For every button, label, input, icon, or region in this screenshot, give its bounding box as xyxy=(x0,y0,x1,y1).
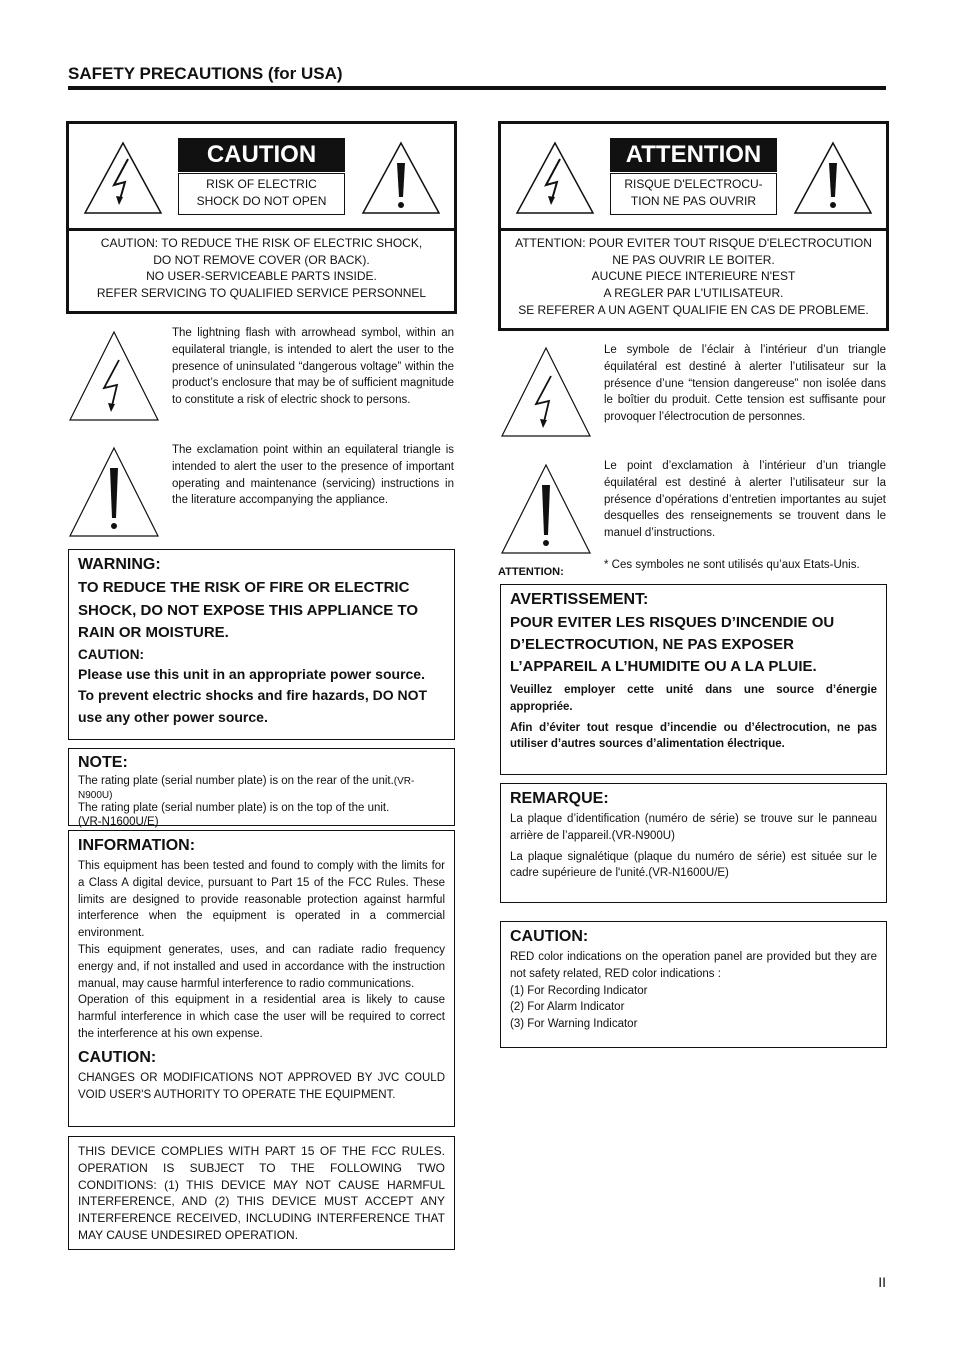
avertissement-heading: AVERTISSEMENT: xyxy=(510,591,649,608)
caution-red-box xyxy=(500,921,887,1048)
avertissement-paragraph: Veuillez employer cette unité dans une source d’énergie appropriée. xyxy=(510,684,877,713)
information-paragraph: This equipment generates, uses, and can radiate radio frequency energy and, if not installed and used in accordance with the instruction manual, may cause harmful interference to radio communications. xyxy=(78,943,445,990)
caution-red-item: (2) For Alarm Indicator xyxy=(510,1001,625,1014)
information-box xyxy=(68,830,455,1127)
attention-label xyxy=(498,121,889,331)
page-title: SAFETY PRECAUTIONS (for USA) xyxy=(68,64,343,83)
attention-sub-line: RISQUE D'ELECTROCU- xyxy=(624,177,763,191)
attention-banner: ATTENTION xyxy=(610,138,777,172)
lightning-explanation-fr: Le symbole de l’éclair à l’intérieur d’un triangle équilatéral est destiné à alerter l’utilisateur sur la présence d’une “tension dangereuse” non isolée dans le boîtier du produit. Cette tension est suffisante pour provoquer l’électrocution de personnes. xyxy=(604,344,886,424)
attention-sub-line: TION NE PAS OUVRIR xyxy=(630,193,757,208)
avertissement-main-text: POUR EVITER LES RISQUES D’INCENDIE OU D’ELECTROCUTION, NE PAS EXPOSER L’APPAREIL A L’HUMIDITE OU A LA PLUIE. xyxy=(510,614,835,675)
title-rule xyxy=(68,86,886,90)
avertissement-paragraph: Afin d’éviter tout resque d’incendie ou d’électrocution, ne pas utiliser d’autres sources d’alimentation électrique. xyxy=(510,721,877,751)
attention-text-line: AUCUNE PIECE INTERIEURE N'EST xyxy=(591,269,796,284)
information-caution-heading: CAUTION: xyxy=(78,1048,157,1066)
page-number: II xyxy=(878,1274,886,1290)
lightning-explanation-en: The lightning flash with arrowhead symbol, within an equilateral triangle, is intended to alert the user to the presence of uninsulated “dangerous voltage” within the product’s enclosure that may be of sufficient magnitude to constitute a risk of electric shock to persons. xyxy=(172,327,454,407)
information-heading: INFORMATION: xyxy=(78,837,196,854)
fcc-box xyxy=(68,1136,455,1250)
caution-red-intro: RED color indications on the operation panel are provided but they are not safety related, RED color indications : xyxy=(510,951,877,980)
caution-red-heading: CAUTION: xyxy=(510,928,589,945)
attention-text-line: NE PAS OUVRIR LE BOITER. xyxy=(612,252,775,267)
caution-text-line: DO NOT REMOVE COVER (OR BACK). xyxy=(153,252,370,267)
warning-box xyxy=(68,549,455,740)
exclamation-explanation-fr: Le point d’exclamation à l’intérieur d’un triangle équilatéral est destiné à alerter l’utilisateur sur la présence d’opérations d’entretien importantes au sujet desquelles des renseignements se trouvent dans le manuel d’instructions. xyxy=(604,460,886,540)
fcc-text: THIS DEVICE COMPLIES WITH PART 15 OF THE FCC RULES. OPERATION IS SUBJECT TO THE FOLLOWING TWO CONDITIONS: (1) THIS DEVICE MAY NOT CAUSE HARMFUL INTERFERENCE, AND (2) THIS DEVICE MUST ACCEPT ANY INTERFERENCE RECEIVED, INCLUDING INTERFERENCE THAT MAY CAUSE UNDESIRED OPERATION. xyxy=(78,1144,445,1242)
attention-caption: ATTENTION: xyxy=(498,566,564,578)
exclamation-explanation-en: The exclamation point within an equilateral triangle is intended to alert the user to the presence of important operating and maintenance (servicing) instructions in the literature accompanying the appliance. xyxy=(172,444,454,507)
caution-banner: CAUTION xyxy=(178,138,345,172)
caution-text-line: REFER SERVICING TO QUALIFIED SERVICE PERSONNEL xyxy=(96,286,427,301)
warning-caution-text: Please use this unit in an appropriate power source. xyxy=(78,665,425,682)
warning-caution-text: To prevent electric shocks and fire hazards, DO NOT use any other power source. xyxy=(78,687,428,725)
symbols-footnote: * Ces symboles ne sont utilisés qu’aux Etats-Unis. xyxy=(604,559,860,571)
lightning-triangle-icon xyxy=(83,141,163,215)
attention-text-line: SE REFERER A UN AGENT QUALIFIE EN CAS DE PROBLEME. xyxy=(518,302,869,317)
exclamation-triangle-icon xyxy=(793,141,873,215)
caution-sub-line: SHOCK DO NOT OPEN xyxy=(196,193,327,208)
information-paragraph: This equipment has been tested and found to comply with the limits for a Class A digital device, pursuant to Part 15 of the FCC Rules. These limits are designed to provide reasonable protection against harmful interference when the equipment is operated in a commercial environment. xyxy=(78,860,445,940)
caution-red-item: (1) For Recording Indicator xyxy=(510,984,648,997)
caution-text-line: CAUTION: TO REDUCE THE RISK OF ELECTRIC SHOCK, xyxy=(100,236,423,250)
lightning-triangle-icon xyxy=(515,141,595,215)
caution-label xyxy=(66,121,457,314)
lightning-symbol-icon xyxy=(68,330,160,422)
warning-main-text: TO REDUCE THE RISK OF FIRE OR ELECTRIC SHOCK, DO NOT EXPOSE THIS APPLIANCE TO RAIN OR MOISTURE. xyxy=(78,579,419,641)
caution-sub-line: RISK OF ELECTRIC xyxy=(206,177,317,191)
exclamation-triangle-icon xyxy=(361,141,441,215)
lightning-symbol-icon xyxy=(500,346,592,438)
attention-sub-box xyxy=(610,173,777,215)
remarque-paragraph: La plaque d’identification (numéro de série) se trouve sur le panneau arrière de l’appareil.(VR-N900U) xyxy=(510,813,877,842)
warning-caution-heading: CAUTION: xyxy=(78,646,144,662)
exclamation-symbol-icon xyxy=(68,446,160,538)
note-line: The rating plate (serial number plate) is on the rear of the unit. xyxy=(78,775,394,787)
note-model: (VR-N900U) xyxy=(78,776,415,801)
note-box xyxy=(68,748,455,826)
caution-sub-box xyxy=(178,173,345,215)
information-paragraph: Operation of this equipment in a residential area is likely to cause harmful interference in which case the user will be required to correct the interference at his own expense. xyxy=(78,994,445,1040)
attention-text-line: ATTENTION: POUR EVITER TOUT RISQUE D'ELECTROCUTION xyxy=(515,236,872,250)
remarque-box xyxy=(500,783,887,903)
attention-text-line: A REGLER PAR L'UTILISATEUR. xyxy=(603,286,784,301)
remarque-paragraph: La plaque signalétique (plaque du numéro de série) est située sur le cadre supérieure de l'unité.(VR-N1600U/E) xyxy=(510,850,877,880)
avertissement-box xyxy=(500,584,887,775)
caution-text-line: NO USER-SERVICEABLE PARTS INSIDE. xyxy=(146,269,377,284)
warning-heading: WARNING: xyxy=(78,556,161,573)
note-line: The rating plate (serial number plate) is on the top of the unit. xyxy=(78,802,390,814)
remarque-heading: REMARQUE: xyxy=(510,790,609,807)
note-heading: NOTE: xyxy=(78,754,128,771)
note-line: (VR-N1600U/E) xyxy=(78,815,159,828)
exclamation-symbol-icon xyxy=(500,463,592,555)
information-caution-text: CHANGES OR MODIFICATIONS NOT APPROVED BY JVC COULD VOID USER'S AUTHORITY TO OPERATE THE EQUIPMENT. xyxy=(78,1071,445,1101)
caution-red-item: (3) For Warning Indicator xyxy=(510,1018,638,1031)
